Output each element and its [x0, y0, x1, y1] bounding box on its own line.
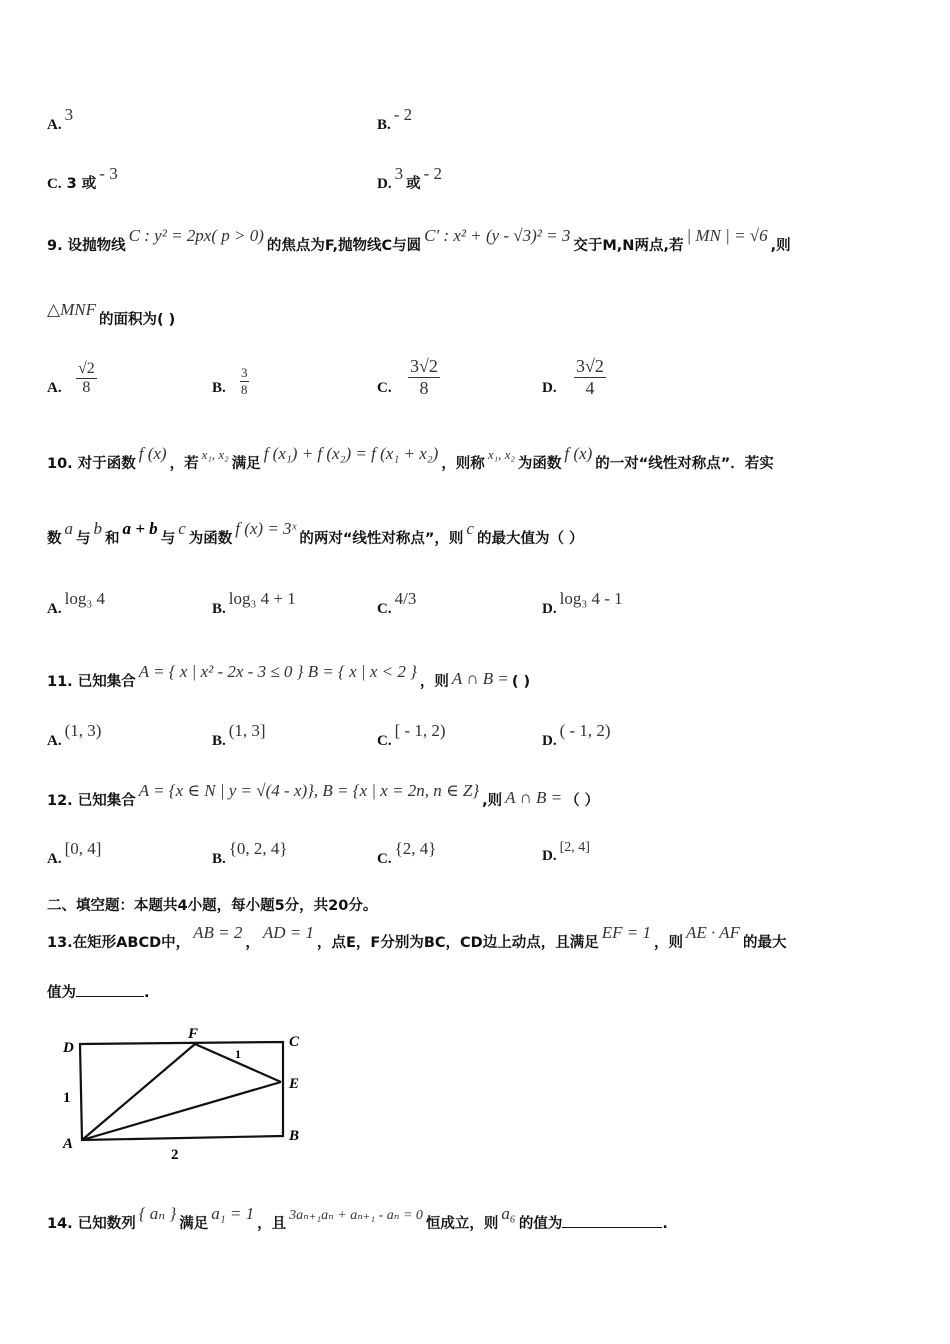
option-label: B.: [212, 601, 226, 617]
option-label: D.: [377, 176, 392, 192]
option-math: log₃ 4: [64, 589, 105, 608]
stem-math: a₁ = 1: [211, 1204, 255, 1223]
q13-stem: [47, 923, 787, 952]
q12-option-d: [542, 840, 593, 865]
stem-text: 与: [76, 531, 91, 547]
option-math: {0, 2, 4}: [228, 839, 288, 858]
stem-math: △MNF: [47, 300, 96, 319]
question-number: 10.: [47, 456, 73, 472]
q8-option-b: [377, 105, 415, 134]
answer-blank[interactable]: [562, 1227, 662, 1228]
q9-option-d: [542, 380, 557, 397]
stem-text: 和: [105, 531, 120, 547]
label-e: E: [289, 1076, 300, 1092]
option-text: 或: [406, 176, 421, 192]
question-number: 13.: [47, 935, 73, 951]
option-label: B.: [212, 380, 226, 396]
option-math: - 2: [423, 164, 443, 183]
q10-stem: [47, 444, 774, 473]
option-label: C.: [47, 176, 62, 192]
q10-option-c: [377, 589, 419, 618]
option-math: - 3: [99, 164, 118, 183]
stem-text: ，且: [257, 1216, 287, 1232]
option-label: A.: [47, 380, 62, 396]
stem-text: 已知数列: [77, 1216, 136, 1232]
q8-option-d: [377, 164, 445, 193]
q12-option-a: [47, 839, 104, 868]
stem-text: 恒成立，则: [425, 1216, 499, 1232]
label-ef-length: 1: [235, 1047, 241, 1061]
label-b: B: [289, 1128, 300, 1144]
q9-option-b: [212, 380, 226, 397]
stem-text: 已知集合: [77, 793, 136, 809]
label-d: D: [63, 1040, 74, 1056]
denominator: 8: [82, 379, 91, 396]
numerator: √2: [78, 360, 95, 377]
stem-text: 与: [160, 531, 176, 547]
question-number: 11.: [47, 674, 73, 690]
stem-text: 在矩形ABCD中，: [72, 935, 191, 951]
q10-stem-2: [47, 519, 584, 548]
denominator: 4: [585, 378, 595, 398]
stem-text: （ ）: [565, 793, 600, 809]
option-label: B.: [212, 733, 226, 749]
fraction: [408, 356, 440, 399]
stem-math: { aₙ }: [138, 1204, 177, 1223]
stem-math: f (x₁) + f (x₂) = f (x₁ + x₂): [263, 444, 439, 463]
stem-math: A ∩ B =: [451, 669, 509, 688]
q10-option-d: [542, 589, 626, 618]
stem-text: 的值为: [518, 1216, 563, 1232]
option-math: 3: [394, 164, 404, 183]
option-math: log₃ 4 + 1: [228, 589, 296, 608]
option-math: - 2: [393, 105, 413, 124]
stem-text: 的最大值为（ ）: [476, 531, 584, 547]
q9-stem: [47, 226, 791, 255]
stem-text: 设抛物线: [67, 238, 126, 254]
stem-text: 数: [47, 531, 62, 547]
label-ab-length: 2: [171, 1147, 179, 1162]
stem-text: ，则称: [441, 456, 485, 472]
option-math: 3: [64, 105, 74, 124]
q9-option-a: [47, 380, 62, 397]
stem-math: x₁, x₂: [201, 447, 229, 462]
option-math: [2, 4]: [559, 840, 590, 855]
stem-text: ，则: [419, 674, 449, 690]
option-math: 4/3: [394, 589, 417, 608]
option-label: C.: [377, 601, 392, 617]
stem-math: A = {x ∈ N | y = √(4 - x)}, B = {x | x = 2n, n ∈ Z}: [138, 781, 480, 800]
option-label: D.: [542, 848, 557, 864]
stem-math: f (x) = 3ˣ: [235, 519, 297, 538]
q12-option-b: [212, 839, 291, 868]
segment-af: [82, 1044, 195, 1140]
stem-text: 交于M,N两点,若: [573, 238, 684, 254]
section-heading: 二、填空题：本题共4小题，每小题5分，共20分。: [47, 898, 378, 914]
option-label: D.: [542, 380, 557, 396]
segment-ae: [82, 1082, 281, 1140]
stem-math: A = { x | x² - 2x - 3 ≤ 0 } B = { x | x < 2 }: [138, 662, 417, 681]
stem-text: 已知集合: [77, 674, 136, 690]
option-label: D.: [542, 733, 557, 749]
label-c: C: [289, 1034, 300, 1050]
rectangle-figure: [55, 1022, 315, 1162]
stem-text: 满足: [179, 1216, 209, 1232]
question-number: 9.: [47, 238, 63, 254]
stem-math: a: [64, 519, 73, 538]
option-math: (1, 3]: [228, 721, 266, 740]
stem-text: 的焦点为F,抛物线C与圆: [266, 238, 422, 254]
stem-text: 的最大: [742, 935, 787, 951]
answer-blank[interactable]: [76, 996, 144, 997]
option-label: C.: [377, 733, 392, 749]
stem-math: C : y² = 2px( p > 0): [128, 226, 264, 245]
stem-text: .: [662, 1216, 668, 1232]
option-math: {2, 4}: [394, 839, 437, 858]
stem-text: ，若: [169, 456, 199, 472]
stem-math: AD = 1: [262, 923, 315, 942]
option-math: [ - 1, 2): [394, 721, 446, 740]
q8-option-c: [47, 164, 121, 193]
stem-math: a + b: [122, 519, 158, 538]
numerator: 3√2: [410, 356, 438, 376]
stem-math: x₁, x₂: [487, 447, 515, 462]
option-label: C.: [377, 851, 392, 867]
q12-stem: [47, 781, 600, 810]
q14-stem: [47, 1204, 668, 1233]
stem-text: 对于函数: [77, 456, 136, 472]
q11-option-c: [377, 721, 449, 750]
question-number: 14.: [47, 1216, 73, 1232]
stem-math: c: [178, 519, 186, 538]
stem-math: b: [93, 519, 102, 538]
option-math: log₃ 4 - 1: [559, 589, 623, 608]
option-text: 3 或: [66, 176, 97, 192]
option-math: [0, 4]: [64, 839, 102, 858]
stem-text: ( ): [511, 674, 531, 690]
stem-text: .: [144, 985, 150, 1001]
stem-text: 值为: [47, 985, 76, 1001]
q9-stem-2: [47, 300, 176, 329]
q10-option-b: [212, 589, 299, 618]
q11-stem: [47, 662, 531, 691]
stem-text: ，则: [653, 935, 683, 951]
denominator: 8: [241, 382, 248, 397]
stem-text: ，点E，F分别为BC，CD边上动点，且满足: [317, 935, 599, 951]
stem-text: 为函数: [517, 456, 562, 472]
option-label: A.: [47, 733, 62, 749]
q9-option-c: [377, 380, 392, 397]
numerator: 3√2: [576, 356, 604, 376]
stem-math: AE · AF: [685, 923, 740, 942]
stem-math: A ∩ B =: [505, 788, 563, 807]
stem-math: | MN | = √6: [686, 226, 768, 245]
label-a: A: [63, 1136, 74, 1152]
stem-math: C′ : x² + (y - √3)² = 3: [424, 226, 571, 245]
option-math: (1, 3): [64, 721, 102, 740]
stem-text: ,则: [770, 238, 791, 254]
stem-math: EF = 1: [601, 923, 651, 942]
option-label: B.: [377, 117, 391, 133]
q8-option-a: [47, 105, 76, 134]
q11-option-a: [47, 721, 104, 750]
q12-option-c: [377, 839, 439, 868]
stem-text: 的一对“线性对称点”．若实: [595, 456, 774, 472]
stem-text: ,则: [482, 793, 503, 809]
fraction: [240, 365, 249, 398]
q11-option-b: [212, 721, 269, 750]
q13-stem-2: [47, 981, 150, 1002]
label-f: F: [188, 1026, 199, 1042]
stem-math: f (x): [138, 444, 167, 463]
q10-option-a: [47, 589, 108, 618]
stem-text: ，: [245, 935, 260, 951]
numerator: 3: [241, 365, 248, 380]
stem-math: 3aₙ₊₁aₙ + aₙ₊₁ - aₙ = 0: [289, 1208, 423, 1223]
stem-text: 满足: [231, 456, 261, 472]
option-math: ( - 1, 2): [559, 721, 611, 740]
label-ad-length: 1: [63, 1090, 71, 1106]
option-label: B.: [212, 851, 226, 867]
question-number: 12.: [47, 793, 73, 809]
stem-math: f (x): [564, 444, 593, 463]
stem-math: c: [466, 519, 474, 538]
option-label: C.: [377, 380, 392, 396]
fraction: [574, 356, 606, 399]
stem-math: AB = 2: [193, 923, 243, 942]
fraction: [76, 360, 97, 397]
denominator: 8: [419, 378, 429, 398]
option-label: D.: [542, 601, 557, 617]
stem-math: a₆: [501, 1204, 516, 1223]
option-label: A.: [47, 601, 62, 617]
option-label: A.: [47, 851, 62, 867]
option-label: A.: [47, 117, 62, 133]
stem-text: 的面积为( ): [98, 312, 176, 328]
stem-text: 为函数: [188, 531, 233, 547]
q11-option-d: [542, 721, 614, 750]
stem-text: 的两对“线性对称点”，则: [299, 531, 464, 547]
